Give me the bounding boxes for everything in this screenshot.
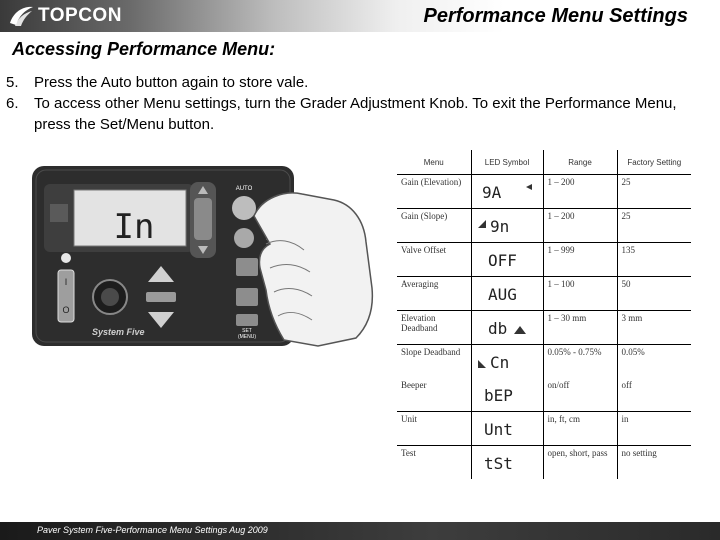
- led-symbol-text: AUG: [487, 284, 517, 304]
- display-readout: In: [113, 207, 155, 247]
- cell-range: 1 – 200: [543, 209, 617, 243]
- cell-factory: 135: [617, 243, 691, 277]
- column-header-led-symbol: LED Symbol: [471, 150, 543, 175]
- footer-text: Paver System Five-Performance Menu Settings Aug 2009: [37, 525, 268, 535]
- table-row: [397, 311, 691, 345]
- cell-led-symbol: [471, 412, 543, 446]
- cell-led-symbol: [471, 243, 543, 277]
- menu-label: (MENU): [237, 334, 257, 340]
- cell-led-symbol: [471, 175, 543, 209]
- header-bar: [0, 0, 720, 32]
- slope-icon: [478, 220, 486, 228]
- cell-led-symbol: [471, 345, 543, 379]
- cell-factory: 50: [617, 277, 691, 311]
- set-menu-button: [236, 314, 258, 326]
- table-row: [397, 378, 691, 412]
- cell-range: on/off: [543, 378, 617, 412]
- cell-menu: Gain (Slope): [397, 209, 471, 243]
- cell-range: 1 – 30 mm: [543, 311, 617, 345]
- footer-bar: [0, 522, 720, 540]
- center-bar-button: [146, 292, 176, 302]
- led-symbol-text: tSt: [483, 453, 513, 473]
- led-symbol-text: 9A: [481, 182, 501, 202]
- cell-led-symbol: [471, 209, 543, 243]
- cell-factory: in: [617, 412, 691, 446]
- cell-factory: no setting: [621, 448, 657, 458]
- led-symbol-text: Unt: [483, 419, 513, 439]
- step-number: 6.: [6, 95, 19, 112]
- svg-text:O: O: [62, 305, 70, 315]
- column-header-menu: Menu: [397, 150, 471, 175]
- auto-button: [232, 196, 256, 220]
- table-row: [397, 209, 691, 243]
- lcd-display: [74, 190, 186, 247]
- led-symbol-text: db: [487, 318, 507, 338]
- led-symbol-text: Cn: [489, 352, 509, 372]
- logo-text: TOPCON: [38, 5, 122, 26]
- cell-factory: 25: [617, 209, 691, 243]
- led-symbol-text: 9n: [489, 216, 509, 236]
- table-row: [397, 345, 691, 379]
- table-row: [397, 446, 691, 480]
- cell-led-symbol: [471, 446, 543, 480]
- cell-factory: off: [617, 378, 691, 412]
- menu-settings-table: [397, 150, 691, 479]
- page-title: Performance Menu Settings: [423, 5, 688, 27]
- control-panel-image: [22, 160, 382, 350]
- step-number: 5.: [6, 74, 19, 91]
- panel-button: [236, 258, 258, 276]
- cell-menu: Slope Deadband: [397, 345, 471, 379]
- deadband-icon: [514, 326, 526, 334]
- topcon-mark-icon: [50, 204, 68, 222]
- section-subtitle: Accessing Performance Menu:: [12, 39, 276, 59]
- cell-range: 1 – 200: [543, 175, 617, 209]
- cell-menu: Unit: [397, 412, 471, 446]
- cell-factory: 0.05%: [621, 347, 645, 357]
- led-symbol-text: bEP: [483, 385, 513, 405]
- auto-button-label: AUTO: [235, 186, 253, 192]
- column-header-factory-setting: Factory Setting: [617, 150, 691, 175]
- cell-menu: Gain (Elevation): [397, 175, 471, 209]
- cell-range: 1 – 100: [543, 277, 617, 311]
- column-header-range: Range: [543, 150, 617, 175]
- table-row: [397, 412, 691, 446]
- cell-menu: Elevation Deadband: [397, 311, 471, 345]
- cell-led-symbol: [471, 277, 543, 311]
- svg-text:I: I: [64, 277, 68, 287]
- cell-menu: Averaging: [397, 277, 471, 311]
- table-row: [397, 175, 691, 209]
- cell-range: 0.05% - 0.75%: [543, 345, 617, 379]
- steps-list: [6, 72, 706, 135]
- step-item: [6, 72, 706, 93]
- panel-button: [236, 288, 258, 306]
- step-text: To access other Menu settings, turn the Grader Adjustment Knob. To exit the Performance Menu, press the Set/Menu button.: [34, 95, 677, 133]
- table-header-row: [397, 150, 691, 175]
- cell-range: in, ft, cm: [543, 412, 617, 446]
- topcon-swoosh-icon: [8, 5, 34, 27]
- led-symbol-text: OFF: [487, 250, 517, 270]
- cell-factory: 3 mm: [617, 311, 691, 345]
- slope-icon: [478, 360, 486, 368]
- set-label: SET: [242, 328, 252, 334]
- cell-menu: Test: [397, 446, 471, 480]
- cell-led-symbol: [471, 378, 543, 412]
- cell-led-symbol: [471, 311, 543, 345]
- cell-range: open, short, pass: [543, 446, 617, 480]
- arrow-icon: [526, 184, 532, 190]
- cell-factory: 25: [617, 175, 691, 209]
- step-item: [6, 93, 706, 135]
- table-row: [397, 277, 691, 311]
- status-led: [61, 253, 71, 263]
- cell-range: 1 – 999: [543, 243, 617, 277]
- survey-button: [234, 228, 254, 248]
- cell-menu: Valve Offset: [397, 243, 471, 277]
- table-row: [397, 243, 691, 277]
- cell-menu: Beeper: [397, 378, 471, 412]
- brand-label: System Five: [92, 327, 145, 337]
- step-text: Press the Auto button again to store vale.: [34, 74, 309, 91]
- topcon-logo: [8, 4, 122, 28]
